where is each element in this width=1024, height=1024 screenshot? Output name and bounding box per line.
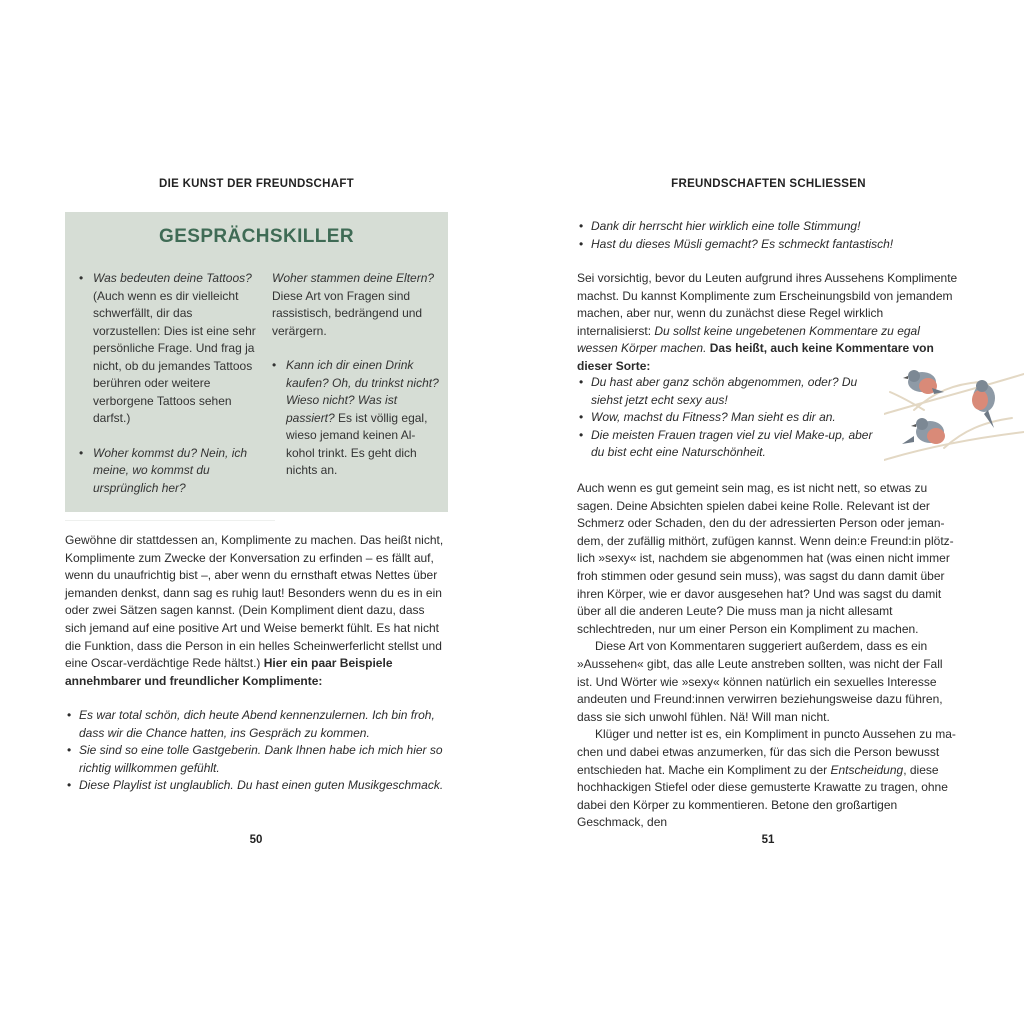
list-item: • Sie sind so eine tolle Gastgeberin. Dank Ihnen habe ich mich hier so richtig willkommen gefühlt.	[65, 742, 448, 777]
list-item: • Diese Playlist ist unglaublich. Du hast einen guten Musikgeschmack.	[65, 777, 448, 795]
page-number: 51	[761, 834, 775, 846]
bird-icon	[902, 418, 945, 444]
compliment-list	[577, 218, 960, 253]
box-column-right	[272, 270, 440, 497]
birds-illustration	[884, 352, 1024, 472]
running-head: FREUNDSCHAFTEN SCHLIESSEN	[671, 178, 866, 190]
list-item-continuation: Woher stammen deine Eltern? Diese Art von Fragen sind rassistisch, bedrängend und verärgern.	[272, 271, 435, 338]
body-paragraph: Gewöhne dir stattdessen an, Komplimente zu machen. Das heißt nicht, Komplimente zum Zwecke der Konversation zu erfinden – es fällt auf, wenn du unaufrichtig bist –, aber wenn du ernsthaft etwas Nettes über jemanden denkst, dann sag es ruhig laut! Besonders wenn du es in ein oder zwei Sätzen sagen kannst. (Dein Kompliment dient dazu, dass sich jemand auf eine positive Art und Weise bemerkt fühlt. Es hat nicht die Funktion, dass die Person in ein helles Scheinwerferlicht stellst und eine Oscar-verdächtige Rede hältst.) Hier ein paar Beispiele annehmbarer und freundlicher Komplimente:	[65, 533, 444, 688]
list-item: • Es war total schön, dich heute Abend kennenzulernen. Ich bin froh, dass wir die Chance hatten, ins Gespräch zu kommen.	[65, 707, 448, 742]
info-box	[65, 212, 448, 512]
list-item: • Woher kommst du? Nein, ich meine, wo kommst du ursprünglich her?	[79, 445, 257, 498]
running-head: DIE KUNST DER FREUNDSCHAFT	[159, 178, 354, 190]
body-paragraph: Klüger und netter ist es, ein Kompliment in puncto Aussehen zu machen und dabei etwas anzumerken, für das sich die Person bewusst entschieden hat. Mache ein Kompliment zu der Entscheidung, diese hochhackigen Stiefel oder diese gemusterte Krawatte zu tragen, ohne dabei den Körper zu kommentieren. Betone den großartigen Geschmack, den	[577, 727, 956, 830]
body-paragraph: Auch wenn es gut gemeint sein mag, es ist nicht nett, so etwas zu sagen. Deine Absichten spielen dabei keine Rolle. Relevant ist der Schmerz oder Schaden, den du der adressierten Person oder jemandem, der zufällig mithört, zufügen kannst. Wenn dein:e Freund:in plötzlich »sexy« ist, nachdem sie abgenommen hat (was einen nicht immer froh stimmen oder gesund sein muss), was sagst du dann damit über ihren Körper, wie er davor ausgesehen hat? Und was sagst du damit über all die anderen Leute? Die muss man ja nicht allesamt schlechtreden, nur um einer Person ein Kompliment zu machen. Diese Art von Kommentaren suggeriert außerdem, dass es ein »Aussehen« gibt, das alle Leute anstreben sollten, was nicht der Fall ist. Und Wörter wie »sexy« können natürlich ein sexuelles Interesse andeuten und Freund:innen verwirren beziehungsweise dazu führen, dass sie sich unwohl fühlen. Nä! Will man nicht. Klüger und netter ist es, ein Kompliment in puncto Aussehen zu machen und dabei etwas anzumerken, für das sich die Person bewusst entschieden hat. Mache ein Kompliment zu der Entscheidung, diese hochhackigen Stiefel oder diese gemusterte Krawatte zu tragen, ohne dabei den Körper zu kommentieren. Betone den großartigen Geschmack, den	[577, 480, 960, 832]
list-item: • Was bedeuten deine Tattoos? (Auch wenn es dir vielleicht schwerfällt, dir das vorzustellen: Dies ist eine sehr persönliche Frage. Und frag ja nicht, ob du jemandes Tattoos berühren oder weitere verborgene Tattoos sehen darfst.)	[79, 270, 257, 428]
list-item: • Hast du dieses Müsli gemacht? Es schmeckt fantastisch!	[577, 236, 960, 254]
box-title: GESPRÄCHSKILLER	[159, 226, 354, 247]
page-number: 50	[249, 834, 263, 846]
bird-icon	[903, 370, 944, 394]
list-item: • Wow, machst du Fitness? Man sieht es dir an.	[577, 409, 877, 427]
bad-comment-list	[577, 374, 877, 462]
list-item: • Die meisten Frauen tragen viel zu viel Make-up, aber du bist echt eine Naturschönheit.	[577, 427, 877, 462]
compliment-list	[65, 707, 448, 795]
divider	[65, 520, 275, 521]
list-item: • Kann ich dir einen Drink kaufen? Oh, du trinkst nicht? Wieso nicht? Was ist passiert? Es ist völlig egal, wieso jemand keinen Alkohol trinkt. Es geht dich nichts an.	[272, 357, 440, 480]
box-column-left	[79, 270, 257, 514]
list-item: • Dank dir herrscht hier wirklich eine tolle Stimmung!	[577, 218, 960, 236]
right-page	[512, 0, 1024, 1024]
list-item: • Du hast aber ganz schön abgenommen, oder? Du siehst jetzt echt sexy aus!	[577, 374, 877, 409]
body-paragraph: Sei vorsichtig, bevor du Leuten aufgrund ihres Aussehens Komplimente machst. Du kannst Komplimente zum Erscheinungsbild von jemandem machen, aber nur, wenn du zunächst diese Regel wirklich internalisierst: Du sollst keine ungebetenen Kommentare zu egal wessen Körper machen. Das heißt, auch keine Kommentare von dieser Sorte:	[577, 271, 958, 373]
